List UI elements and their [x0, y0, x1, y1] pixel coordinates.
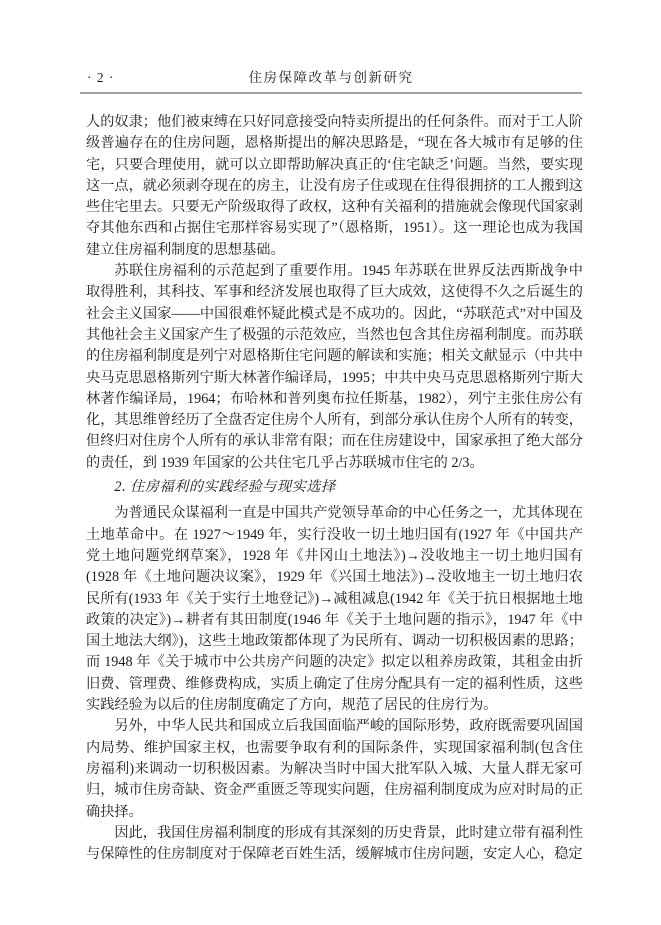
paragraph-conclusion: 因此，我国住房福利制度的形成有其深刻的历史背景，此时建立带有福利性与保障性的住房制度对于保障老百姓生活，缓解城市住房问题，安定人心，稳定 [86, 824, 583, 863]
page-number: · 2 · [87, 70, 115, 85]
paragraph-opening-continuation: 人的奴隶；他们被束缚在只好同意接受向特卖所提出的任何条件。而对于工人阶级普遍存在的住房问题，恩格斯提出的解决思路是，“现在各大城市有足够的住宅，只要合理使用，就可以立即帮助解决真正的‘住宅缺乏’问题。当然，要实现这一点，就必须剥夺现在的房主，让没有房子住或现在住得很拥挤的工人搬到这些住宅里去。只要无产阶级取得了政权，这种有关福利的措施就会像现代国家剥夺其他东西和占据住宅那样容易实现了”（恩格斯，1951）。这一理论也成为我国建立住房福利制度的思想基础。 [86, 114, 583, 258]
paragraph-land-policy: 为普通民众谋福利一直是中国共产党领导革命的中心任务之一，尤其体现在土地革命中。在 1927～1949 年，实行没收一切土地归国有(1927 年《中国共产党土地问题党纲草案》，1928 年《井冈山土地法》)→没收地主一切土地归国有(1928 年《土地问题决议案》，1929 年《兴国土地法》)→没收地主一切土地归农民所有(1933 年《关于实行土地登记》)→减租减息(1942 年《关于抗日根据地土地政策的决定》)→耕者有其田制度(1946 年《关于土地问题的指示》，1947 年《中国土地法大纲》)，这些土地政策都体现了为民所有、调动一切积极因素的思路；而 1948 年《关于城市中公共房产问题的决定》拟定以租养房政策，其租金由折旧费、管理费、维修费构成，实质上确定了住房分配具有一定的福利性质，这些实践经验为以后的住房制度确定了方向，规范了居民的住房行为。 [86, 505, 583, 714]
paragraph-soviet-example: 苏联住房福利的示范起到了重要作用。1945 年苏联在世界反法西斯战争中取得胜利，其科技、军事和经济发展也取得了巨大成效，这使得不久之后诞生的社会主义国家——中国很难怀疑此模式是不成功的。因此，“苏联范式”对中国及其他社会主义国家产生了极强的示范效应，当然也包含其住房福利制度。而苏联的住房福利制度是列宁对恩格斯住宅问题的解读和实施；相关文献显示（中共中央马克思恩格斯列宁斯大林著作编译局，1995；中共中央马克思恩格斯列宁斯大林著作编译局，1964；布哈林和普列奥布拉任斯基，1982），列宁主张住房公有化，其思维曾经历了全盘否定住房个人所有，到部分承认住房个人所有的转变，但终归对住房个人所有的承认非常有限；而在住房建设中，国家承担了绝大部分的责任，到 1939 年国家的公共住宅几乎占苏联城市住宅的 2/3。 [86, 263, 583, 471]
body-text [86, 112, 583, 865]
running-header [80, 66, 582, 94]
running-title: 住房保障改革与创新研究 [248, 70, 414, 85]
section-heading: 2. 住房福利的实践经验与现实选择 [114, 479, 336, 496]
paragraph-international-situation: 另外，中华人民共和国成立后我国面临严峻的国际形势，政府既需要巩固国内局势、维护国家主权，也需要争取有利的国际条件，实现国家福利制(包含住房福利)来调动一切积极因素。为解决当时中国大批军队入城、大量人群无家可归，城市住房奇缺、资金严重匮乏等现实问题，住房福利制度成为应对时局的正确抉择。 [86, 718, 583, 820]
